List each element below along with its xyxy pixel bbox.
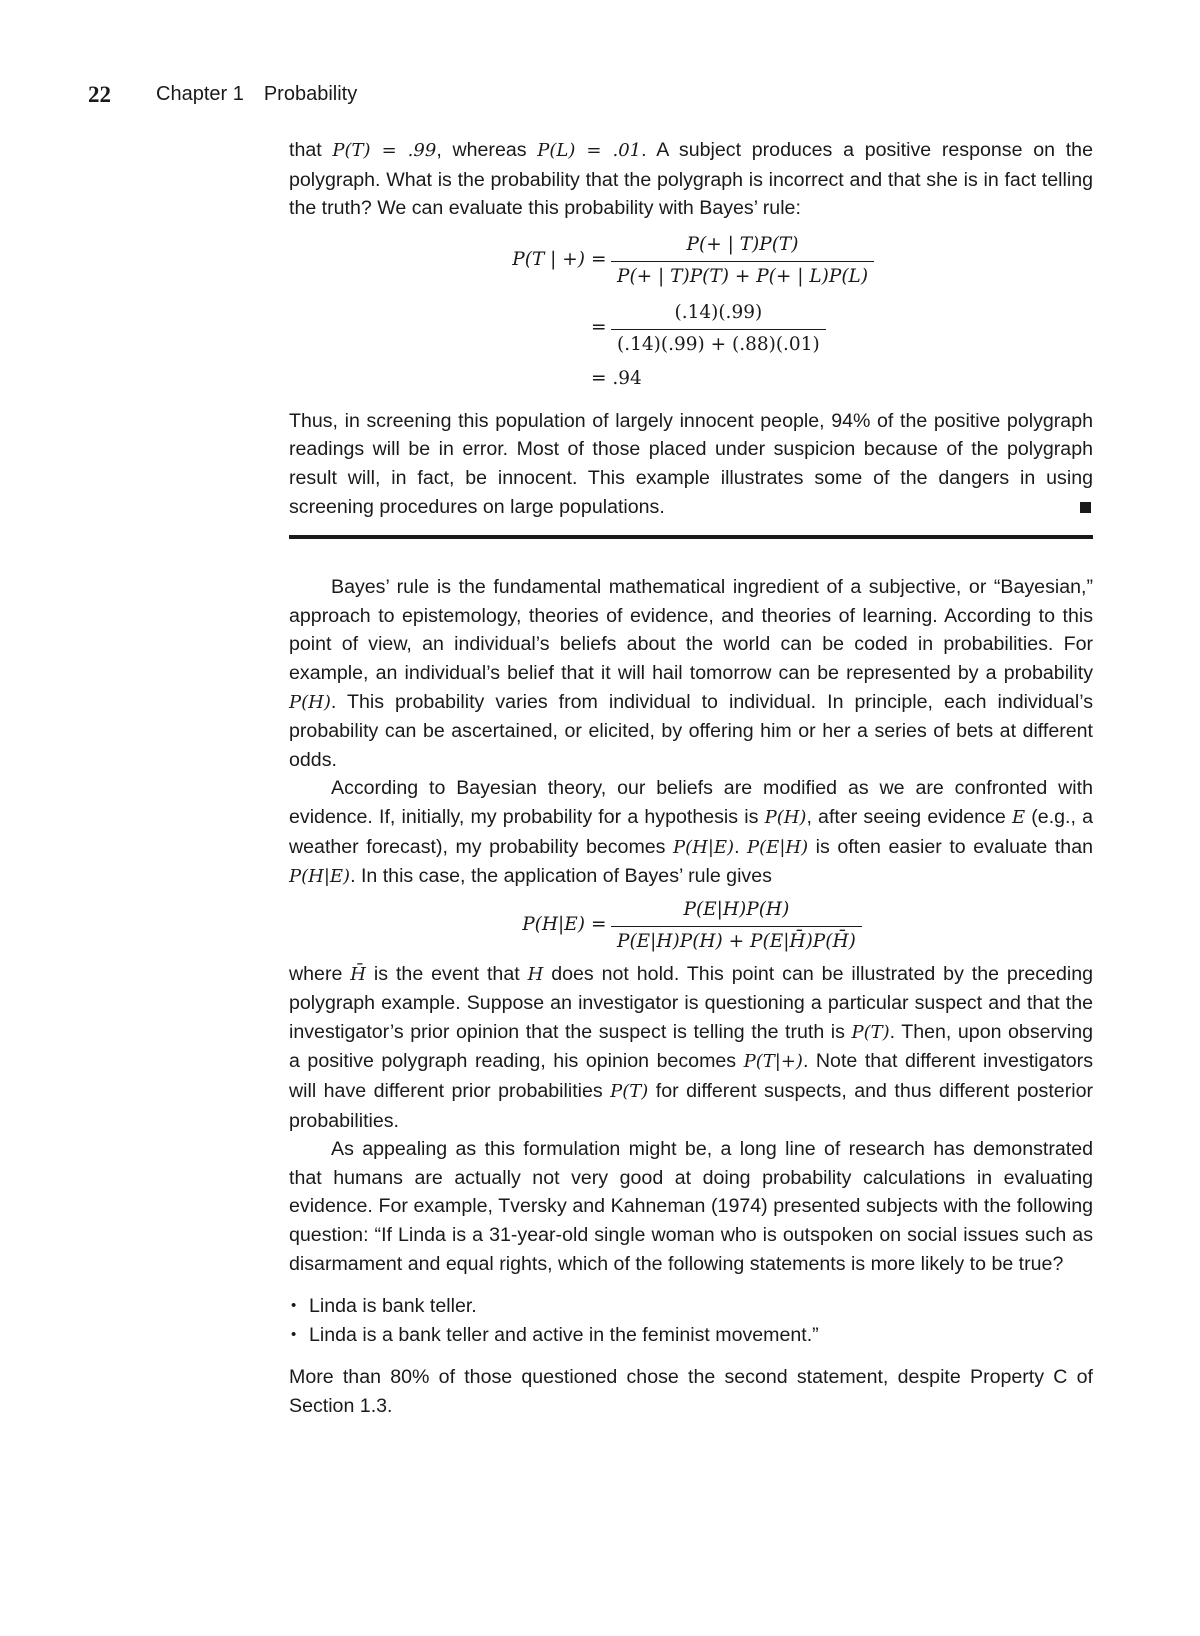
math-inline: P(H): [289, 691, 331, 713]
equation-lhs: P(T | +): [512, 249, 585, 271]
text-run: . A subject produces a positive response on the polygraph. What is the probability that the polygraph is incorrect and that she is in fact telling the truth? We can evaluate this probability with Bayes’ rule:: [289, 139, 1093, 220]
equation-row: [289, 892, 1093, 960]
numerator: P(E|H)P(H): [683, 898, 790, 920]
bayes-equation-general: [289, 892, 1093, 960]
paragraph-where: [289, 960, 1093, 1136]
text-run: . Then, upon observing a positive polygraph reading, his opinion becomes: [289, 1020, 1093, 1073]
text-run: where: [289, 962, 351, 985]
math-inline: P(H|E): [673, 836, 735, 858]
text-run: is the event that: [366, 962, 528, 985]
math-inline: E: [1011, 806, 1026, 828]
text-run: . Note that different investigators will have different prior probabilities: [289, 1050, 1093, 1103]
list-item: • Linda is a bank teller and active in the feminist movement.”: [289, 1321, 1093, 1350]
paragraph-bayesian-theory: [289, 774, 1093, 891]
end-of-example-icon: [1080, 502, 1091, 513]
paragraph-bayesian: [289, 573, 1093, 774]
math-inline: P(L) = .01: [537, 140, 642, 161]
bayes-equation-polygraph: [289, 227, 1093, 397]
denominator: P(E|H)P(H) + P(E|H̄)P(H̄): [611, 926, 862, 955]
text-run: , whereas: [436, 139, 538, 161]
chapter-heading: [156, 83, 357, 106]
example-conclusion: [289, 407, 1093, 521]
chapter-label: Chapter 1: [156, 83, 244, 105]
fraction: [611, 897, 862, 955]
math-inline: P(T) = .99: [332, 140, 437, 161]
math-inline: H̄: [350, 963, 366, 985]
text-run: is often easier to evaluate than: [808, 835, 1093, 858]
text-run: . This probability varies from individual to individual. In principle, each individual’s probability can be ascertained, or elicited, by offering him or her a series of bets at different odds.: [289, 690, 1093, 771]
equals-sign: =: [591, 914, 607, 936]
fraction: [611, 300, 826, 358]
paragraph-conclusion: More than 80% of those questioned chose the second statement, despite Property C of Section 1.3.: [289, 1366, 1093, 1417]
math-inline: P(H): [764, 806, 807, 828]
numerator: P(+ | T)P(T): [686, 233, 799, 255]
math-inline: H: [527, 963, 544, 985]
numerator: (.14)(.99): [674, 301, 763, 323]
list-item: • Linda is bank teller.: [289, 1292, 1093, 1321]
section-divider: [289, 535, 1093, 539]
equation-row: [289, 227, 1093, 295]
equals-sign: =: [591, 317, 607, 339]
math-inline: P(T|+): [743, 1051, 803, 1073]
text-run: According to Bayesian theory, our beliefs are modified as we are confronted with evidence. If, initially, my probability for a hypothesis is: [289, 777, 1093, 828]
paragraph-tversky: As appealing as this formulation might be, a long line of research has demonstrated that humans are actually not very good at doing probability calculations in evaluating evidence. For example, Tversky and Kahneman (1974) presented subjects with the following question: “If Linda is a 31-year-old single woman who is outspoken on social issues such as disarmament and equal rights, which of the following statements is more likely to be true?: [289, 1138, 1093, 1275]
equation-result: = .94: [591, 368, 642, 390]
page-content: [289, 136, 1093, 1421]
example-intro: [289, 136, 1093, 223]
fraction: [611, 232, 874, 290]
text-run: , after seeing evidence: [806, 805, 1012, 828]
text-run: that: [289, 139, 333, 161]
chapter-title: Probability: [263, 83, 358, 105]
text-run: . In this case, the application of Bayes’ rule gives: [350, 865, 772, 888]
equals-sign: =: [591, 249, 607, 271]
math-inline: P(T): [610, 1081, 649, 1103]
denominator: P(+ | T)P(T) + P(+ | L)P(L): [611, 261, 874, 290]
equation-lhs: P(H|E): [522, 914, 585, 936]
text-run: .: [734, 835, 748, 858]
denominator: (.14)(.99) + (.88)(.01): [611, 329, 826, 358]
math-inline: P(H|E): [289, 866, 351, 888]
page-number: 22: [88, 82, 111, 107]
math-inline: P(T): [851, 1021, 890, 1043]
text-run: does not hold. This point can be illustrated by the preceding polygraph example. Suppose an investigator is questioning a particular suspect and that the investigator’s prior opinion that the suspect is telling the truth is: [289, 962, 1093, 1043]
math-inline: P(E|H): [747, 836, 809, 858]
text-run: Thus, in screening this population of largely innocent people, 94% of the positive polygraph readings will be in error. Most of those placed under suspicion because of the polygraph result will, in fact, be innocent. This example illustrates some of the dangers in using screening procedures on large populations.: [289, 409, 1093, 518]
text-run: for different suspects, and thus different posterior probabilities.: [289, 1080, 1093, 1132]
bullet-list: [289, 1292, 1093, 1349]
text-run: (e.g., a weather forecast), my probability becomes: [289, 805, 1093, 858]
equation-row: [289, 363, 1093, 397]
text-run: Bayes’ rule is the fundamental mathematical ingredient of a subjective, or “Bayesian,” approach to epistemology, theories of evidence, and theories of learning. According to this point of view, an individual’s beliefs about the world can be coded in probabilities. For example, an individual’s belief that it will hail tomorrow can be represented by a probability: [289, 576, 1093, 684]
equation-row: [289, 295, 1093, 363]
